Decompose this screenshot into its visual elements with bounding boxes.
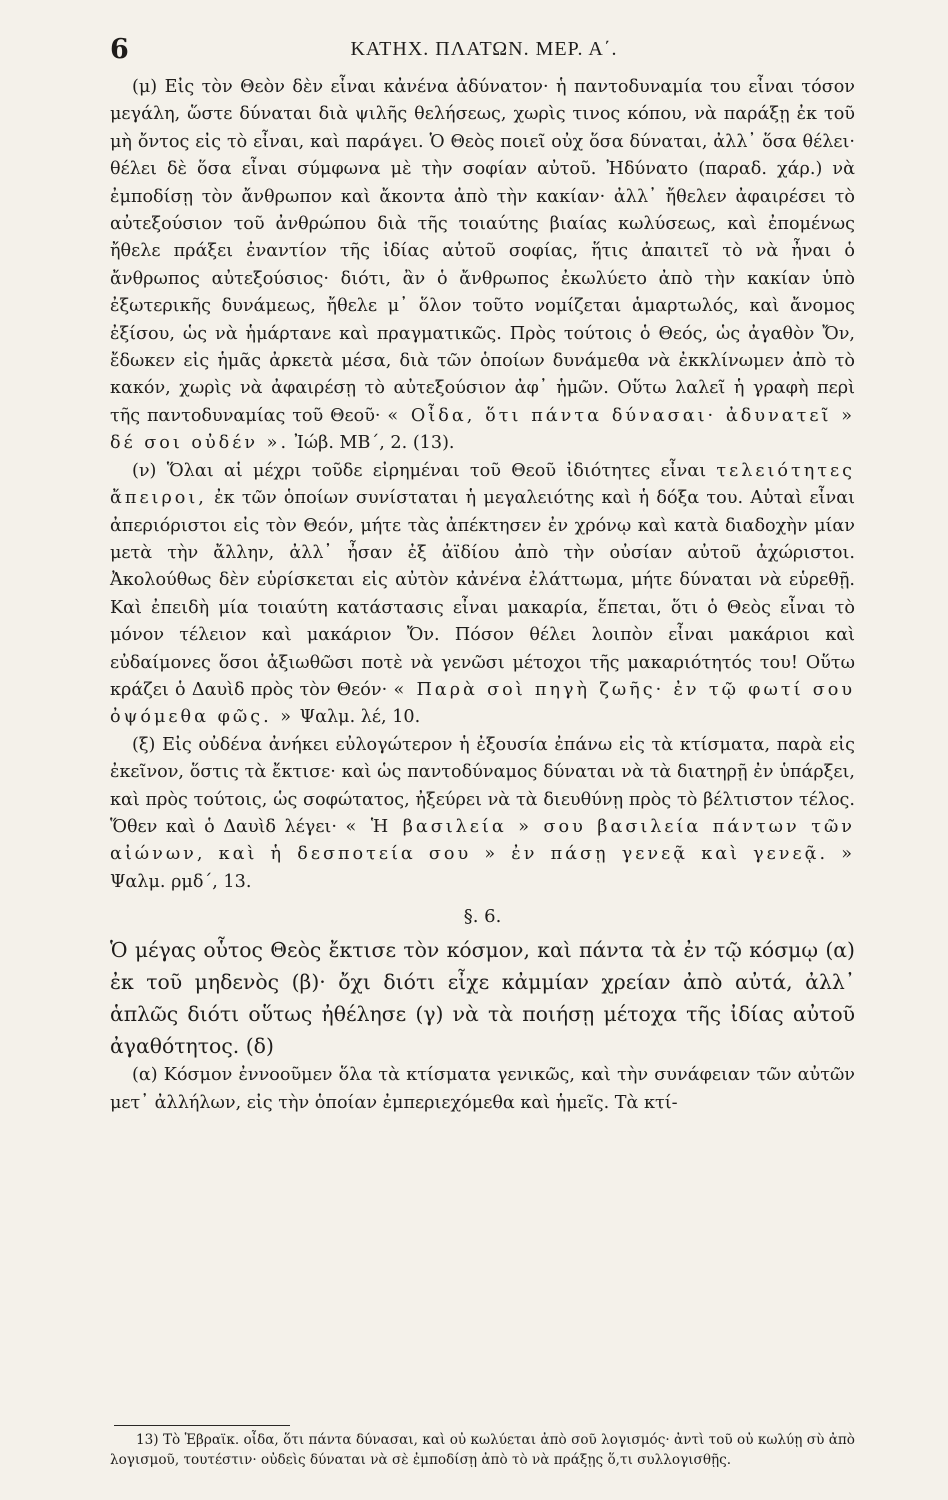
paragraph-xi-ref: Ψαλμ. ρμδ΄, 13. bbox=[110, 871, 252, 892]
paragraph-nu-rest: ἐκ τῶν ὁποίων συνίσταται ἡ μεγαλειότης καὶ ἡ δόξα του. Αὐταὶ εἶναι ἀπεριόριστοι εἰς τὸν Θεόν, μήτε τὰς ἀπέκτησεν ἐν χρόνῳ καὶ κατὰ διαδοχὴν μίαν μετὰ τὴν ἄλλην, ἀλλ᾽ ἦσαν ἐξ ἀϊδίου ἀπὸ τὴν οὐσίαν αὐτοῦ ἀχώριστοι. Ἀκολούθως δὲν εὑρίσκεται εἰς αὐτὸν κἀνένα ἐλάττωμα, μήτε δύναται νὰ εὑρεθῇ. Καὶ ἐπειδὴ μία τοιαύτη κατάστασις εἶναι μακαρία, ἕπεται, ὅτι ὁ Θεὸς εἶναι τὸ μόνον τέλειον καὶ μακάριον Ὄν. Πόσον θέλει λοιπὸν εἶναι μακάριοι καὶ εὐδαίμονες ὅσοι ἀξιωθῶσι ποτὲ νὰ γενῶσι μέτοχοι τῆς μακαριότητός του! Οὕτω κράζει ὁ Δαυὶδ πρὸς τὸν Θεόν· bbox=[110, 488, 856, 700]
paragraph-alpha: (α) Κόσμον ἐννοοῦμεν ὅλα τὰ κτίσματα γενικῶς, καὶ τὴν συνάφειαν τῶν αὐτῶν μετ᾽ ἀλλήλων, εἰς τὴν ὁποίαν ἐμπεριεχόμεθα καὶ ἡμεῖς. Τὰ κτί- bbox=[110, 1065, 855, 1113]
paragraph-xi-text: (ξ) Εἰς οὐδένα ἀνήκει εὐλογώτερον ἡ ἐξουσία ἐπάνω εἰς τὰ κτίσματα, παρὰ εἰς ἐκεῖνον, ὅστις τὰ ἔκτισε· καὶ ὡς παντοδύναμος δύναται νὰ τὰ διατηρῇ ἐν ὑπάρξει, καὶ πρὸς τούτοις, ὡς σοφώτατος, ἠξεύρει νὰ τὰ διευθύνῃ πρὸς τὸ βέλτιστον τέλος. Ὅθεν καὶ ὁ Δαυὶδ λέγει· bbox=[110, 734, 855, 837]
paragraph-nu-text: (ν) Ὅλαι αἱ μέχρι τοῦδε εἰρημέναι τοῦ Θεοῦ ἰδιότητες εἶναι bbox=[132, 460, 707, 481]
paragraph-mu-quote: « Οἶδα, ὅτι πάντα δύνασαι· ἀδυνατεῖ » δέ σοι οὐδέν ». bbox=[110, 405, 855, 454]
running-title: ΚΑΤΗΧ. ΠΛΑΤΩΝ. ΜΕΡ. Α΄. bbox=[350, 38, 618, 60]
section-main-text: Ὁ μέγας οὗτος Θεὸς ἔκτισε τὸν κόσμον, καὶ πάντα τὰ ἐν τῷ κόσμῳ (α) ἐκ τοῦ μηδενὸς (β)· ὄχι διότι εἶχε κἀμμίαν χρείαν ἀπὸ αὐτά, ἀλλ᾽ ἁπλῶς διότι οὕτως ἠθέλησε (γ) νὰ τὰ ποιήσῃ μέτοχα τῆς ἰδίας αὐτοῦ ἀγαθότητος. (δ) bbox=[110, 938, 855, 1059]
paragraph-xi bbox=[110, 732, 855, 896]
paragraph-nu-spaced: τελειότητες ἄπειροι, bbox=[110, 460, 855, 509]
footnote-rule bbox=[114, 1425, 290, 1426]
paragraph-xi-quote: « Ἡ βασιλεία » σου βασιλεία πάντων τῶν αἰώνων, καὶ ἡ δεσποτεία σου » ἐν πάσῃ γενεᾷ καὶ γενεᾷ. » bbox=[110, 816, 855, 865]
paragraph-nu-quote: « Παρὰ σοὶ πηγὴ ζωῆς· ἐν τῷ φωτί σου ὀψόμεθα φῶς. » bbox=[110, 679, 856, 728]
footnote-13: 13) Τὸ Ἑβραϊκ. οἶδα, ὅτι πάντα δύνασαι, καὶ οὐ κωλύεται ἀπὸ σοῦ λογισμός· ἀντὶ τοῦ οὐ κωλύῃ σὺ ἀπὸ λογισμοῦ, τουτέστιν· οὐδεὶς δύναται νὰ σὲ ἐμποδίσῃ ἀπὸ τὸ νὰ πράξῃς ὅ,τι συλλογισθῇς. bbox=[110, 1432, 855, 1468]
page-number: 6 bbox=[110, 34, 129, 65]
paragraph-mu bbox=[110, 74, 855, 458]
paragraph-mu-ref: Ἰώβ. ΜΒ΄, 2. (13). bbox=[289, 433, 455, 454]
page-header bbox=[110, 34, 858, 70]
section-mark: §. 6. bbox=[463, 906, 502, 928]
footnote bbox=[110, 1430, 855, 1470]
body-text bbox=[110, 74, 855, 1117]
paragraph-nu-ref: Ψαλμ. λέ, 10. bbox=[294, 707, 421, 728]
paragraph-nu bbox=[110, 458, 855, 732]
paragraph-mu-text: (μ) Εἰς τὸν Θεὸν δὲν εἶναι κἀνένα ἀδύνατον· ἡ παντοδυναμία του εἶναι τόσον μεγάλη, ὥστε δύναται διὰ ψιλῆς θελήσεως, χωρὶς τινος κόπου, νὰ παράξῃ ἐκ τοῦ μὴ ὄντος εἰς τὸ εἶναι, καὶ παράγει. Ὁ Θεὸς ποιεῖ οὐχ ὅσα δύναται, ἀλλ᾽ ὅσα θέλει· θέλει δὲ ὅσα εἶναι σύμφωνα μὲ τὴν σοφίαν αὐτοῦ. Ἠδύνατο (παραδ. χάρ.) νὰ ἐμποδίσῃ τὸν ἄνθρωπον καὶ ἄκοντα ἀπὸ τὴν κακίαν· ἀλλ᾽ ἤθελεν ἀφαιρέσει τὸ αὐτεξούσιον τοῦ ἀνθρώπου διὰ τῆς τοιαύτης βιαίας κωλύσεως, καὶ ἐπομένως ἤθελε πράξει ἐναντίον τῆς ἰδίας αὐτοῦ σοφίας, ἥτις ἀπαιτεῖ τὸ νὰ ἦναι ὁ ἄνθρωπος αὐτεξούσιος· διότι, ἂν ὁ ἄνθρωπος ἐκωλύετο ἀπὸ τὴν κακίαν ὑπὸ ἐξωτερικῆς δυνάμεως, ἤθελε μ᾽ ὅλον τοῦτο νομίζεται ἁμαρτωλός, καὶ ἄνομος ἐξίσου, ὡς νὰ ἡμάρτανε καὶ πραγματικῶς. Πρὸς τούτοις ὁ Θεός, ὡς ἀγαθὸν Ὄν, ἔδωκεν εἰς ἡμᾶς ἀρκετὰ μέσα, διὰ τῶν ὁποίων δυνάμεθα νὰ ἐκκλίνωμεν ἀπὸ τὸ κακόν, χωρὶς νὰ ἀφαιρέσῃ τὸ αὐτεξούσιον ἀφ᾽ ἡμῶν. Οὕτω λαλεῖ ἡ γραφὴ περὶ τῆς παντοδυναμίας τοῦ Θεοῦ· bbox=[110, 77, 855, 426]
